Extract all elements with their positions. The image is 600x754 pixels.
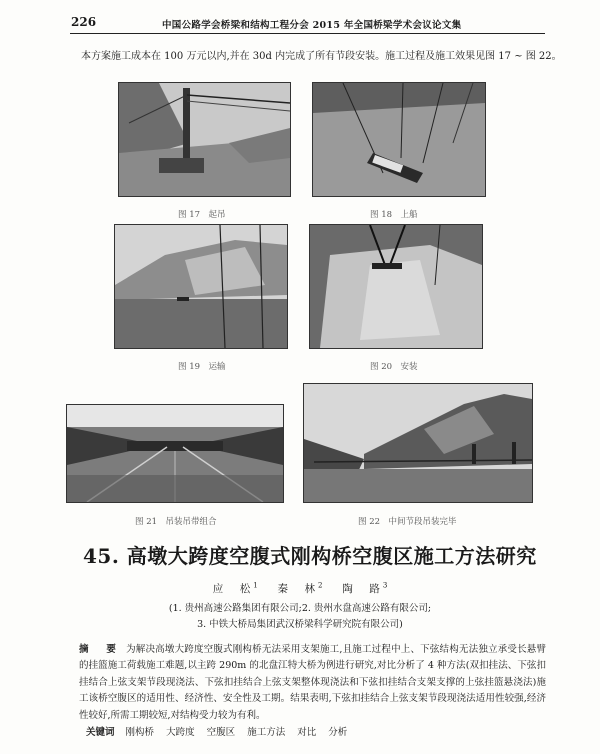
author-3: 陶 路$^3$	[342, 581, 388, 595]
figure-17-caption: 图 17 起吊	[178, 210, 226, 220]
figure-21-caption: 图 21 吊装吊带组合	[135, 517, 217, 527]
affiliation-line-2: 3. 中铁大桥局集团武汉桥梁科学研究院有限公司)	[197, 619, 403, 630]
author-2: 秦 林$^2$	[277, 581, 323, 595]
intro-paragraph: 本方案施工成本在 100 万元以内,并在 30d 内完成了所有节段安装。施工过程及施工效果见图 17 ~ 图 22。	[81, 51, 562, 62]
figure-19-caption: 图 19 运输	[178, 362, 226, 372]
figure-18-photo	[312, 82, 486, 197]
figure-19-photo	[114, 224, 288, 349]
keyword: 空腹区	[206, 727, 236, 738]
author-1: 应 松$^1$	[212, 581, 258, 595]
figure-18-caption: 图 18 上船	[370, 210, 418, 220]
abstract-label: 摘 要	[79, 644, 121, 655]
keyword: 对比	[297, 727, 317, 738]
keyword: 刚构桥	[125, 727, 155, 738]
header-rule	[70, 33, 545, 34]
figure-20-photo	[309, 224, 483, 349]
keywords	[86, 724, 356, 738]
abstract-text: 为解决高墩大跨度空腹式刚构桥无法采用支架施工,且施工过程中上、下弦结构无法独立承受长悬臂的挂篮施工荷载施工难题,以主跨 290m 的北盘江特大桥为例进行研究,对比分析了 4 种方法(双扣挂法、下弦扣挂结合上弦支架节段现浇法、下弦扣挂结合上弦支架整体现浇法和下弦扣挂结合支架支撑的上弦挂篮悬浇法)施工该桥空腹区的适用性、经济性、安全性及工期。结果表明,下弦扣挂结合上弦支架节段现浇法适用性较强,经济性较好,所需工期较短,对结构受力较为有利。	[79, 644, 546, 721]
abstract	[79, 642, 546, 724]
keywords-label: 关键词	[86, 727, 115, 738]
figure-17-photo	[118, 82, 291, 197]
keyword: 施工方法	[247, 727, 286, 738]
article-title: 45. 高墩大跨度空腹式刚构桥空腹区施工方法研究	[83, 544, 537, 568]
page-number: 226	[71, 15, 97, 29]
author-line	[0, 581, 600, 596]
figure-22-photo	[303, 383, 533, 503]
journal-header: 中国公路学会桥梁和结构工程分会 2015 年全国桥梁学术会议论文集	[162, 20, 462, 31]
figure-20-caption: 图 20 安装	[370, 362, 418, 372]
keyword: 大跨度	[166, 727, 195, 738]
affiliation-line-1: (1. 贵州高速公路集团有限公司;2. 贵州水盘高速公路有限公司;	[168, 603, 432, 614]
keyword: 分析	[328, 727, 348, 738]
figure-22-caption: 图 22 中间节段吊装完毕	[358, 517, 457, 527]
figure-21-photo	[66, 404, 284, 503]
